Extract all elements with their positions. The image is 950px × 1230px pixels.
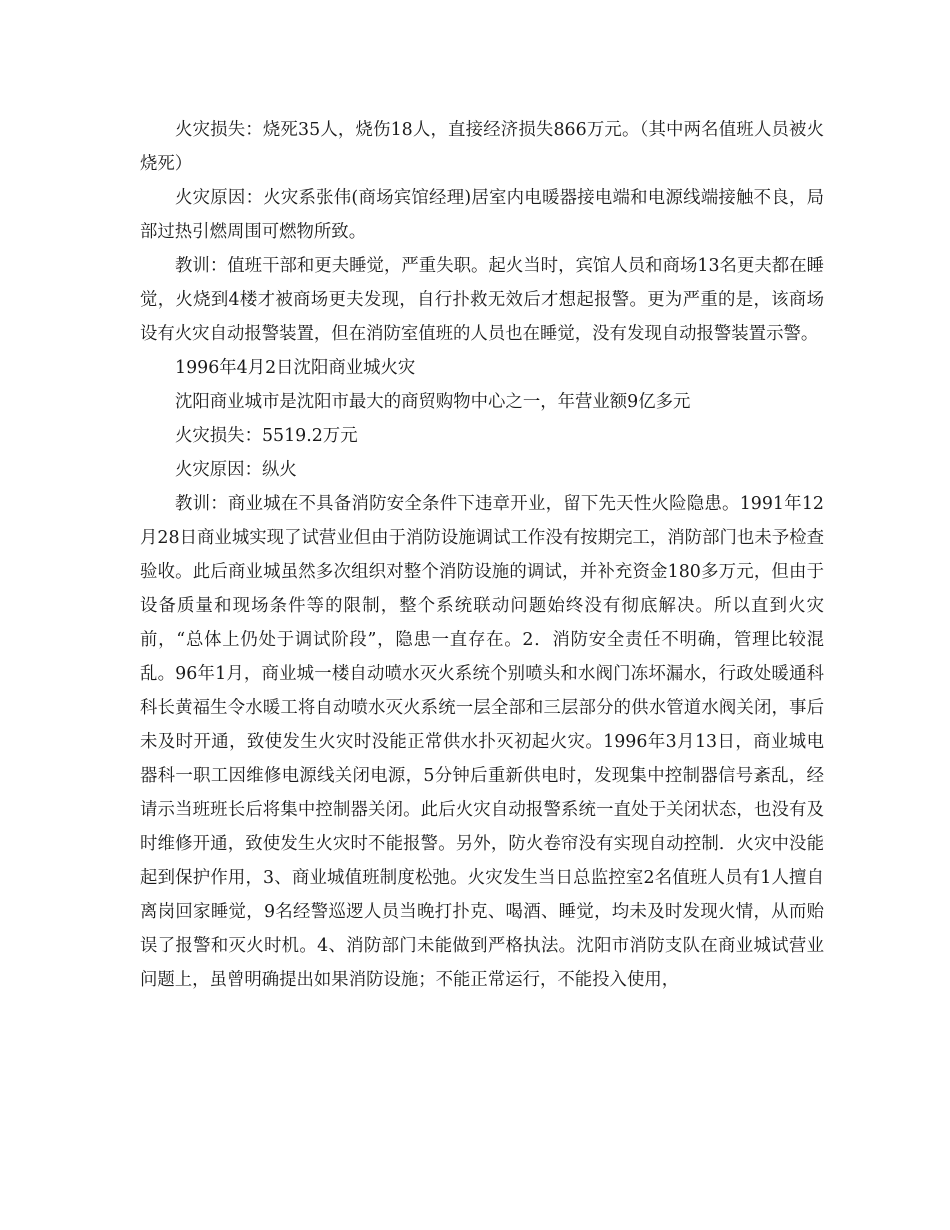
paragraph-shenyang-intro: 沈阳商业城市是沈阳市最大的商贸购物中心之一，年营业额9亿多元	[175, 392, 691, 412]
paragraph-lesson: 教训：值班干部和更夫睡觉，严重失职。起火当时，宾馆人员和商场13名更夫都在睡觉，火烧到4楼才被商场更夫发现，自行扑救无效后才想起报警。更为严重的是，该商场设有火灾自动报警装置，但在消防室值班的人员也在睡觉，没有发现自动报警装置示警。	[140, 256, 824, 344]
paragraph-fire-loss: 火灾损失：烧死35人，烧伤18人，直接经济损失866万元。（其中两名值班人员被火烧死）	[140, 120, 824, 174]
paragraph-fire-cause: 火灾原因：火灾系张伟(商场宾馆经理)居室内电暖器接电端和电源线端接触不良，局部过热引燃周围可燃物所致。	[140, 188, 824, 242]
paragraph-shenyang-cause: 火灾原因：纵火	[175, 460, 297, 480]
paragraph-shenyang-loss: 火灾损失：5519.2万元	[175, 426, 358, 446]
paragraph-shenyang-lesson: 教训：商业城在不具备消防安全条件下违章开业，留下先天性火险隐患。1991年12月28日商业城实现了试营业但由于消防设施调试工作没有按期完工，消防部门也未予检查验收。此后商业城虽然多次组织对整个消防设施的调试，并补充资金180多万元，但由于设备质量和现场条件等的限制，整个系统联动问题始终没有彻底解决。所以直到火灾前，“总体上仍处于调试阶段”，隐患一直存在。2．消防安全责任不明确，管理比较混乱。96年1月，商业城一楼自动喷水灭火系统个别喷头和水阀门冻坏漏水，行政处暖通科科长黄福生令水暖工将自动喷水灭火系统一层全部和三层部分的供水管道水阀关闭，事后未及时开通，致使发生火灾时没能正常供水扑灭初起火灾。1996年3月13日，商业城电器科一职工因维修电源线关闭电源，5分钟后重新供电时，发现集中控制器信号紊乱，经请示当班班长后将集中控制器关闭。此后火灾自动报警系统一直处于关闭状态，也没有及时维修开通，致使发生火灾时不能报警。另外，防火卷帘没有实现自动控制．火灾中没能起到保护作用，3、商业城值班制度松弛。火灾发生当日总监控室2名值班人员有1人擅自离岗回家睡觉，9名经警巡逻人员当晚打扑克、喝酒、睡觉，均未及时发现火情，从而贻误了报警和灭火时机。4、消防部门未能做到严格执法。沈阳市消防支队在商业城试营业问题上，虽曾明确提出如果消防设施；不能正常运行，不能投入使用，	[140, 494, 824, 990]
document-body	[140, 113, 824, 997]
paragraph-shenyang-heading: 1996年4月2日沈阳商业城火灾	[175, 358, 416, 378]
